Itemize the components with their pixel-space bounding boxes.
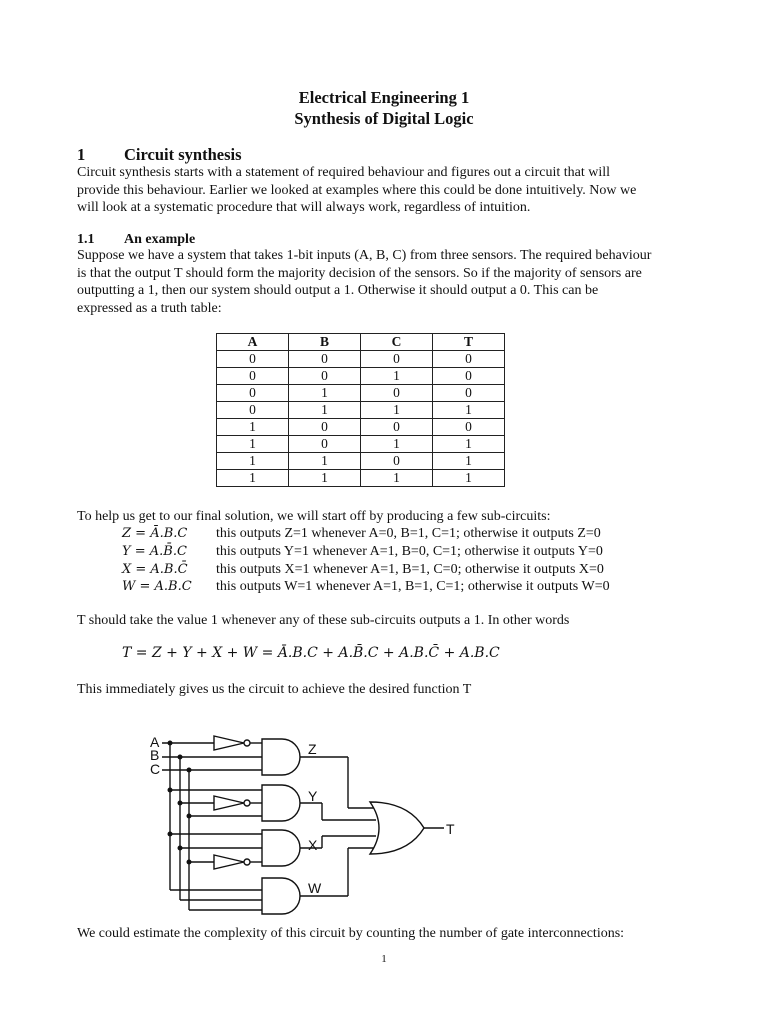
subcircuits-intro xyxy=(77,508,717,526)
table-cell: 0 xyxy=(217,385,289,402)
table-cell: 0 xyxy=(217,368,289,385)
section-1-1-heading xyxy=(77,232,195,248)
table-cell: 0 xyxy=(433,385,505,402)
table-header-cell: B xyxy=(289,334,361,351)
table-cell: 0 xyxy=(361,419,433,436)
text-line: We could estimate the complexity of this circuit by counting the number of gate interconnections: xyxy=(77,926,625,941)
output-label-w: W xyxy=(308,880,322,896)
description: this outputs X=1 whenever A=1, B=1, C=0; otherwise it outputs X=0 xyxy=(216,562,604,577)
text-line: will look at a systematic procedure that will always work, regardless of intuition. xyxy=(77,200,531,216)
table-cell: 1 xyxy=(361,368,433,385)
section-1-paragraph xyxy=(77,164,717,217)
circuit-intro xyxy=(77,681,717,699)
table-row xyxy=(217,385,505,402)
table-row xyxy=(217,470,505,487)
table-cell: 1 xyxy=(289,402,361,419)
equation: W = A.B.C xyxy=(122,579,192,594)
subcircuit-w xyxy=(122,579,610,597)
table-cell: 1 xyxy=(217,436,289,453)
subcircuit-x xyxy=(122,562,604,580)
table-header-cell: A xyxy=(217,334,289,351)
t-statement xyxy=(77,612,717,630)
table-cell: 0 xyxy=(433,419,505,436)
table-cell: 0 xyxy=(289,436,361,453)
output-label-t: T xyxy=(446,821,455,837)
and-gate-w xyxy=(170,848,374,914)
text-line: To help us get to our final solution, we will start off by producing a few sub-circuits: xyxy=(77,509,551,524)
section-number: 1 xyxy=(77,145,86,164)
table-row xyxy=(217,351,505,368)
text-line: T should take the value 1 whenever any of these sub-circuits outputs a 1. In other words xyxy=(77,613,570,628)
table-cell: 1 xyxy=(433,453,505,470)
truth-table xyxy=(216,333,505,487)
and-gate-y xyxy=(168,785,377,821)
table-cell: 1 xyxy=(289,453,361,470)
table-cell: 0 xyxy=(289,351,361,368)
text-line: This immediately gives us the circuit to achieve the desired function T xyxy=(77,682,472,697)
section-title: Circuit synthesis xyxy=(124,145,242,164)
table-cell: 0 xyxy=(217,351,289,368)
table-cell: 1 xyxy=(217,470,289,487)
subcircuit-z xyxy=(122,526,601,544)
table-cell: 1 xyxy=(289,470,361,487)
table-cell: 0 xyxy=(361,351,433,368)
input-label-b: B xyxy=(150,747,160,763)
text-line: Circuit synthesis starts with a statement of required behaviour and figures out a circuit that will xyxy=(77,165,611,180)
table-header-cell: C xyxy=(361,334,433,351)
output-label-y: Y xyxy=(308,788,318,804)
table-cell: 1 xyxy=(361,402,433,419)
text-line: expressed as a truth table: xyxy=(77,300,222,316)
text-line: outputting a 1, then our system should output a 1. Otherwise it should output a 0. This can be xyxy=(77,283,599,299)
table-cell: 0 xyxy=(289,368,361,385)
title-line-2: Synthesis of Digital Logic xyxy=(294,109,474,128)
table-cell: 1 xyxy=(361,436,433,453)
table-row xyxy=(217,402,505,419)
page-number: 1 xyxy=(381,953,387,965)
table-cell: 0 xyxy=(433,368,505,385)
description: this outputs Y=1 whenever A=1, B=0, C=1; otherwise it outputs Y=0 xyxy=(216,544,603,559)
logic-circuit-diagram xyxy=(140,728,470,924)
table-row xyxy=(217,368,505,385)
output-label-x: X xyxy=(308,837,318,853)
section-1-1-paragraph xyxy=(77,247,717,317)
table-cell: 0 xyxy=(217,402,289,419)
output-label-z: Z xyxy=(308,741,317,757)
table-row xyxy=(217,419,505,436)
table-cell: 0 xyxy=(289,419,361,436)
complexity-text xyxy=(77,925,717,943)
equation: X = A.B.C̄ xyxy=(122,562,188,577)
title-line-1: Electrical Engineering 1 xyxy=(298,88,470,107)
t-equation: T = Z + Y + X + W = Ā.B.C + A.B̄.C + A.B.C̄ + A.B.C xyxy=(122,645,500,661)
table-cell: 1 xyxy=(217,419,289,436)
table-cell: 1 xyxy=(217,453,289,470)
section-title: An example xyxy=(124,232,196,247)
section-number: 1.1 xyxy=(77,232,95,247)
table-row xyxy=(217,436,505,453)
and-gate-x xyxy=(168,830,377,869)
table-cell: 1 xyxy=(289,385,361,402)
table-header-cell: T xyxy=(433,334,505,351)
table-cell: 1 xyxy=(433,436,505,453)
or-gate-t xyxy=(370,802,455,854)
input-bus xyxy=(162,741,262,911)
table-header-row xyxy=(217,334,505,351)
table-cell: 0 xyxy=(361,385,433,402)
text-line: is that the output T should form the majority decision of the sensors. So if the majority of sensors are xyxy=(77,265,642,281)
equation: Z = Ā.B.C xyxy=(122,526,188,541)
section-1-heading xyxy=(77,145,242,165)
table-cell: 1 xyxy=(433,470,505,487)
text-line: Suppose we have a system that takes 1-bit inputs (A, B, C) from three sensors. The required behaviour xyxy=(77,248,652,263)
table-cell: 1 xyxy=(433,402,505,419)
table-cell: 0 xyxy=(433,351,505,368)
table-cell: 1 xyxy=(361,470,433,487)
description: this outputs W=1 whenever A=1, B=1, C=1; otherwise it outputs W=0 xyxy=(216,579,610,594)
subcircuit-y xyxy=(122,544,603,562)
table-cell: 0 xyxy=(361,453,433,470)
text-line: provide this behaviour. Earlier we looked at examples where this could be done intuitively. Now we xyxy=(77,182,637,198)
table-row xyxy=(217,453,505,470)
input-label-a: A xyxy=(150,734,160,750)
input-label-c: C xyxy=(150,761,161,777)
equation: Y = A.B̄.C xyxy=(122,544,187,559)
and-gate-z xyxy=(214,736,374,808)
description: this outputs Z=1 whenever A=0, B=1, C=1; otherwise it outputs Z=0 xyxy=(216,526,601,541)
